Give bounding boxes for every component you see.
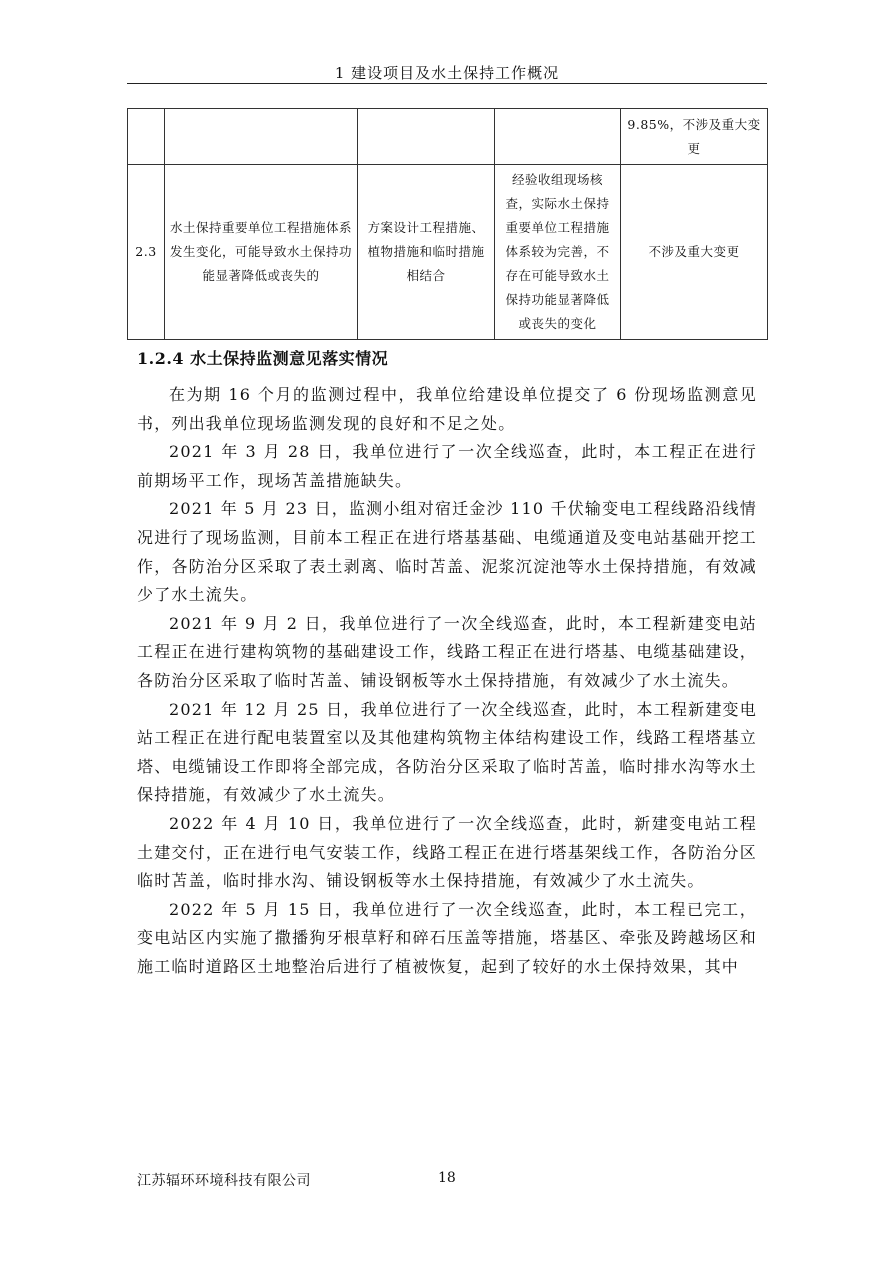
paragraph: 2022 年 5 月 15 日，我单位进行了一次全线巡查，此时，本工程已完工，变电站区内实施了撒播狗牙根草籽和碎石压盖等措施，塔基区、牵张及跨越场区和施工临时道路区土地整治后进行了植被恢复，起到了较好的水土保持效果，其中 [137,899,757,976]
page-header: 1 建设项目及水土保持工作概况 [334,64,560,82]
table-cell-item: 水土保持重要单位工程措施体系发生变化，可能导致水土保持功能显著降低或丧失的 [165,165,358,340]
paragraph: 在为期 16 个月的监测过程中，我单位给建设单位提交了 6 份现场监测意见书，列出我单位现场监测发现的良好和不足之处。 [137,385,757,433]
table-cell-item [165,109,358,165]
table-cell-conclusion: 9.85%，不涉及重大变更 [621,109,768,165]
table-row [128,165,768,340]
footer-company: 江苏辐环环境科技有限公司 [137,1173,311,1189]
table-cell-plan [358,109,495,165]
page-number: 18 [438,1170,456,1186]
table-cell-actual [495,109,621,165]
header-divider [127,83,767,84]
paragraph: 2021 年 3 月 28 日，我单位进行了一次全线巡查，此时，本工程正在进行前期场平工作，现场苫盖措施缺失。 [137,442,757,490]
paragraph: 2021 年 9 月 2 日，我单位进行了一次全线巡查，此时，本工程新建变电站工程正在进行建构筑物的基础建设工作，线路工程正在进行塔基、电缆基础建设，各防治分区采取了临时苫盖、铺设钢板等水土保持措施，有效减少了水土流失。 [137,613,757,690]
table-row [128,109,768,165]
table-cell-num [128,109,165,165]
table-cell-num: 2.3 [128,165,165,340]
paragraph: 2022 年 4 月 10 日，我单位进行了一次全线巡查，此时，新建变电站工程土建交付，正在进行电气安装工作，线路工程正在进行塔基架线工作，各防治分区临时苫盖，临时排水沟、铺设钢板等水土保持措施，有效减少了水土流失。 [137,813,757,891]
body-text [137,381,757,981]
table-cell-conclusion: 不涉及重大变更 [621,165,768,340]
table-cell-actual: 经验收组现场核查，实际水土保持重要单位工程措施体系较为完善，不存在可能导致水土保持功能显著降低或丧失的变化 [495,165,621,340]
change-assessment-table [127,108,768,340]
paragraph: 2021 年 5 月 23 日，监测小组对宿迁金沙 110 千伏输变电工程线路沿线情况进行了现场监测，目前本工程正在进行塔基基础、电缆通道及变电站基础开挖工作，各防治分区采取了表土剥离、临时苫盖、泥浆沉淀池等水土保持措施，有效减少了水土流失。 [137,499,757,605]
paragraph: 2021 年 12 月 25 日，我单位进行了一次全线巡查，此时，本工程新建变电站工程正在进行配电装置室以及其他建构筑物主体结构建设工作，线路工程塔基立塔、电缆铺设工作即将全部完成，各防治分区采取了临时苫盖，临时排水沟等水土保持措施，有效减少了水土流失。 [137,699,757,805]
table-cell-plan: 方案设计工程措施、植物措施和临时措施相结合 [358,165,495,340]
section-heading: 1.2.4 水土保持监测意见落实情况 [137,349,389,368]
